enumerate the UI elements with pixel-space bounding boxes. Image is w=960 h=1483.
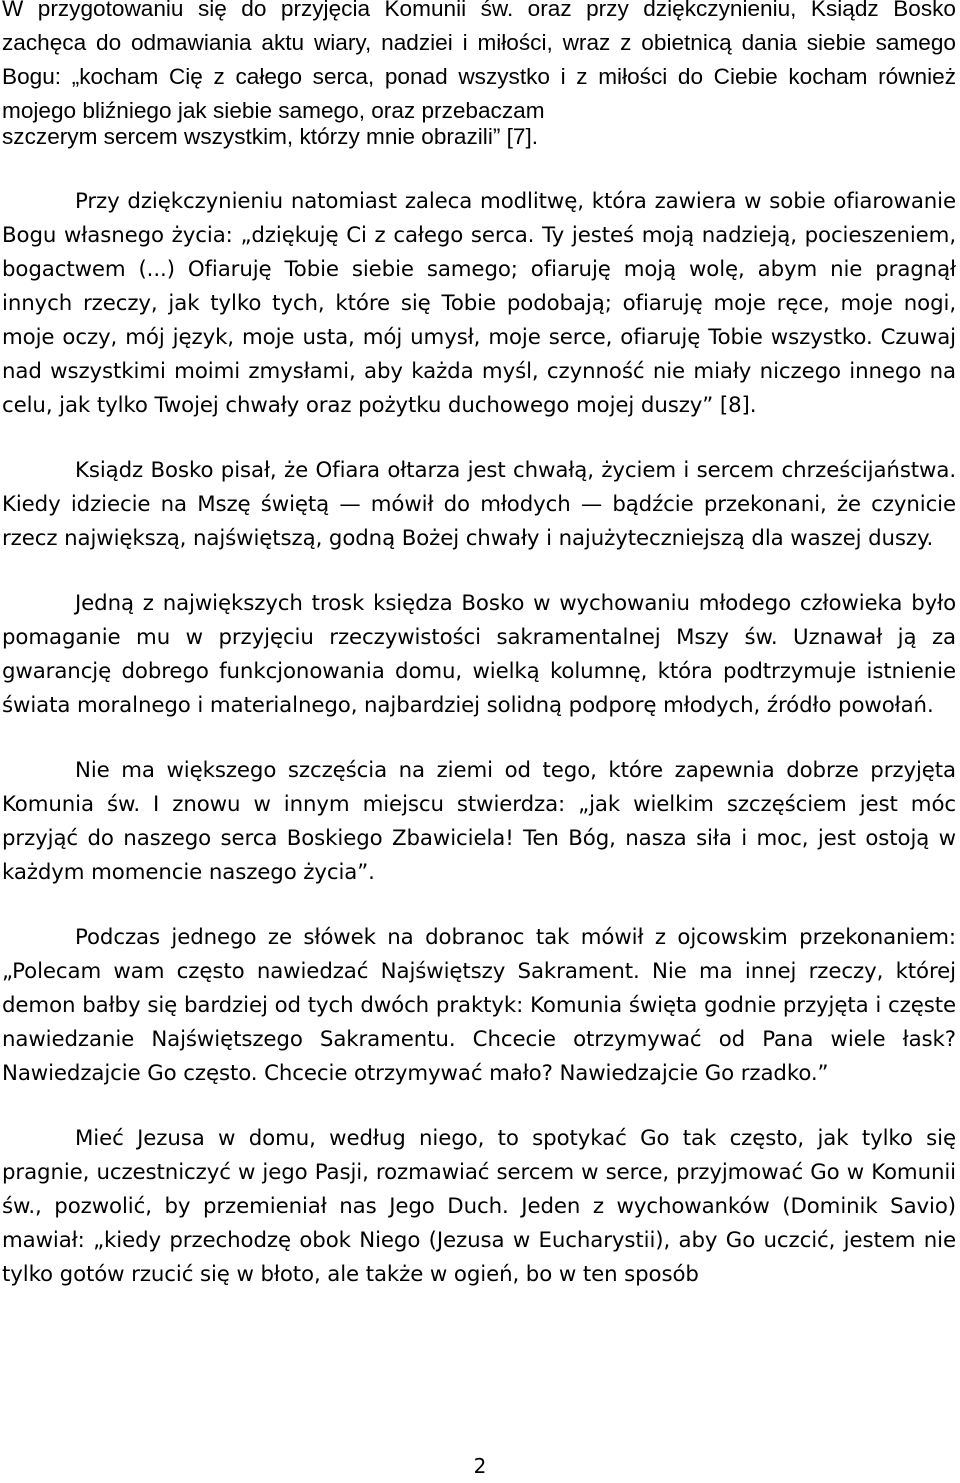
paragraph-6: Podczas jednego ze słówek na dobranoc tak mówił z ojcowskim przekonaniem: „Polecam wam często nawiedzać Najświętszy Sakrament. Nie ma innej rzeczy, której demon bałby się bardziej od tych dwóch praktyk: Komunia święta godnie przyjęta i częste nawiedzanie Najświętszego Sakramentu. Chcecie otrzymywać od Pana wiele łask? Nawiedzajcie Go często. Chcecie otrzymywać mało? Nawiedzajcie Go rzadko.” bbox=[2, 925, 956, 1086]
page-number: 2 bbox=[473, 1454, 487, 1478]
paragraph-1-end: szczerym sercem wszystkim, którzy mnie obrazili” [7]. bbox=[2, 124, 539, 149]
paragraph-5: Nie ma większego szczęścia na ziemi od tego, które zapewnia dobrze przyjęta Komunia św. I znowu w innym miejscu stwierdza: „jak wielkim szczęściem jest móc przyjąć do naszego serca Boskiego Zbawiciela! Ten Bóg, nasza siła i moc, jest ostoją w każdym momencie naszego życia”. bbox=[2, 758, 956, 885]
paragraph-2: Przy dziękczynieniu natomiast zaleca modlitwę, która zawiera w sobie ofiarowanie Bogu własnego życia: „dziękuję Ci z całego serca. Ty jesteś moją nadzieją, pocieszeniem, bogactwem (...) Ofiaruję Tobie siebie samego; ofiaruję moją wolę, abym nie pragnął innych rzeczy, jak tylko tych, które się Tobie podobają; ofiaruję moje ręce, moje nogi, moje oczy, mój język, moje usta, mój umysł, moje serce, ofiaruję Tobie wszystko. Czuwaj nad wszystkimi moimi zmysłami, aby każda myśl, czynność nie miały niczego innego na celu, jak tylko Twojej chwały oraz pożytku duchowego mojej duszy” [8]. bbox=[2, 189, 956, 418]
paragraph-4: Jedną z największych trosk księdza Bosko w wychowaniu młodego człowieka było pomaganie mu w przyjęciu rzeczywistości sakramentalnej Mszy św. Uznawał ją za gwarancję dobrego funkcjonowania domu, wielką kolumnę, która podtrzymuje istnienie świata moralnego i materialnego, najbardziej solidną podporę młodych, źródło powołań. bbox=[2, 591, 956, 718]
paragraph-1: W przygotowaniu się do przyjęcia Komunii św. oraz przy dziękczynieniu, Ksiądz Bosko zachęca do odmawiania aktu wiary, nadziei i miłości, wraz z obietnicą dania siebie samego Bogu: „kocham Cię z całego serca, ponad wszystko i z miłości do Ciebie kocham również mojego bliźniego jak siebie samego, oraz przebaczam bbox=[2, 0, 956, 123]
paragraph-7: Mieć Jezusa w domu, według niego, to spotykać Go tak często, jak tylko się pragnie, uczestniczyć w jego Pasji, rozmawiać sercem w serce, przyjmować Go w Komunii św., pozwolić, by przemieniał nas Jego Duch. Jeden z wychowanków (Dominik Savio) mawiał: „kiedy przechodzę obok Niego (Jezusa w Eucharystii), aby Go uczcić, jestem nie tylko gotów rzucić się w błoto, ale także w ogień, bo w ten sposób bbox=[2, 1126, 956, 1287]
paragraph-3: Ksiądz Bosko pisał, że Ofiara ołtarza jest chwałą, życiem i sercem chrześcijaństwa. Kiedy idziecie na Mszę świętą — mówił do młodych — bądźcie przekonani, że czynicie rzecz największą, najświętszą, godną Bożej chwały i najużyteczniejszą dla waszej duszy. bbox=[2, 458, 956, 551]
